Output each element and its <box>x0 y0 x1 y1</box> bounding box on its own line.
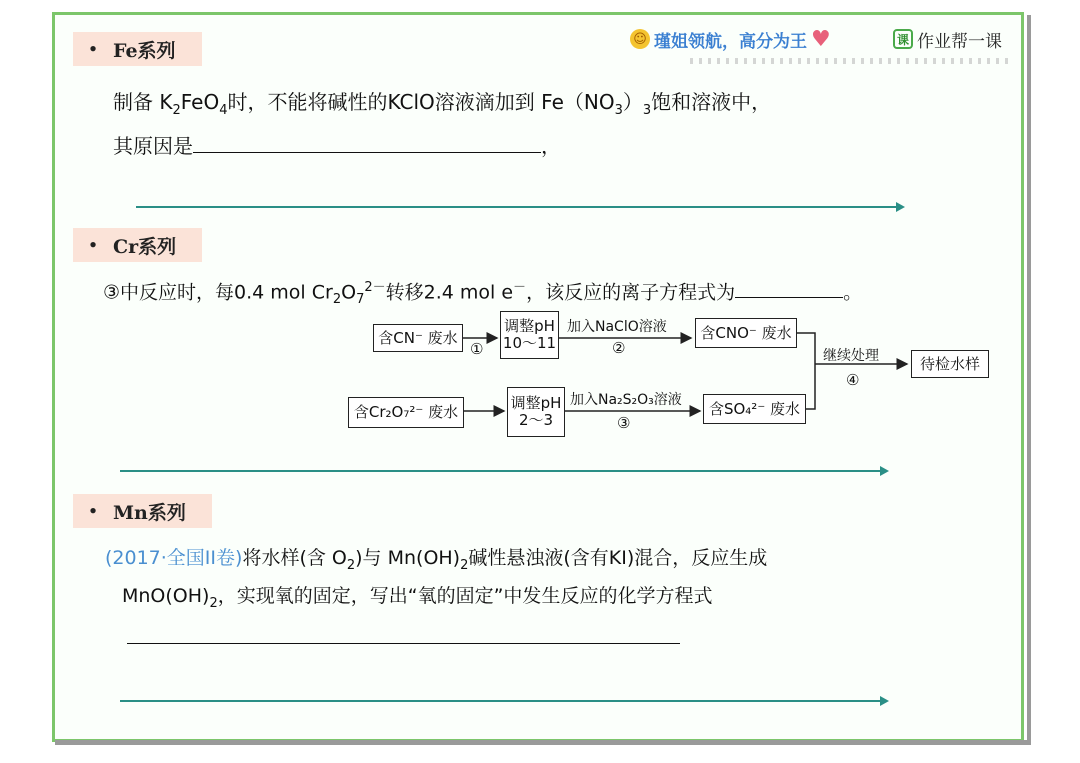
section-title: Fe系列 <box>113 39 176 62</box>
fe-question-line1: 制备 $K_2FeO_4$时，不能将碱性的KClO溶液滴加到 $Fe(NO_3)_3$饱和溶液中， <box>113 90 772 118</box>
brand-slogan: 瑾姐领航，高分为王 <box>654 31 807 52</box>
ke-logo-icon: 课 <box>893 29 913 49</box>
arrow-head-icon <box>880 696 889 706</box>
flow-box-cr-wastewater: 含Cr₂O₇²⁻ 废水 <box>348 397 464 428</box>
heart-icon: ♥ <box>811 26 831 52</box>
mn-question-line2: $MnO(OH)_2$，实现氧的固定，写出“氧的固定”中发生反应的化学方程式 <box>122 585 713 611</box>
flow-label-na2s2o3: 加入Na₂S₂O₃溶液 <box>570 392 682 408</box>
flow-box-so4-wastewater: 含SO₄²⁻ 废水 <box>703 394 806 424</box>
flow-label-naclo: 加入NaClO溶液 <box>567 319 667 335</box>
step-2-label: ② <box>612 339 626 357</box>
step-3-label: ③ <box>617 414 631 432</box>
section-title: Mn系列 <box>113 501 186 524</box>
smile-icon: ☺ <box>630 29 650 49</box>
bullet-icon: • <box>88 40 98 58</box>
fe-question-line2: 其原因是 ， <box>113 134 561 158</box>
flow-box-test-sample: 待检水样 <box>911 350 989 378</box>
answer-blank[interactable] <box>127 643 680 644</box>
brand-name: 作业帮一课 <box>917 31 1002 52</box>
cr-question: ③中反应时，每0.4 mol $Cr_2O_7^{2-}$转移2.4 mol e－，该反应的离子方程式为 。 <box>103 280 863 308</box>
flow-box-cno-wastewater: 含CNO⁻ 废水 <box>695 318 797 348</box>
step-1-label: ① <box>470 340 484 358</box>
step-4-label: ④ <box>846 371 860 389</box>
bullet-icon: • <box>88 502 98 520</box>
divider-arrow <box>120 700 882 702</box>
divider-arrow <box>120 470 882 472</box>
flow-box-adjust-ph-1: 调整pH 10～11 <box>500 311 559 359</box>
flow-box-adjust-ph-2: 调整pH 2～3 <box>507 387 565 437</box>
section-title: Cr系列 <box>113 235 177 258</box>
mn-question-line1: (2017·全国II卷)将水样(含 $O_2$)与 $Mn(OH)_2$碱性悬浊液(含有KI)混合，反应生成 <box>105 547 768 573</box>
section-tag-mn <box>73 494 212 528</box>
bullet-icon: • <box>88 236 98 254</box>
exam-source: (2017·全国II卷) <box>105 547 243 569</box>
flow-label-continue: 继续处理 <box>823 348 879 364</box>
arrow-head-icon <box>880 466 889 476</box>
flow-box-cn-wastewater: 含CN⁻ 废水 <box>373 324 463 352</box>
